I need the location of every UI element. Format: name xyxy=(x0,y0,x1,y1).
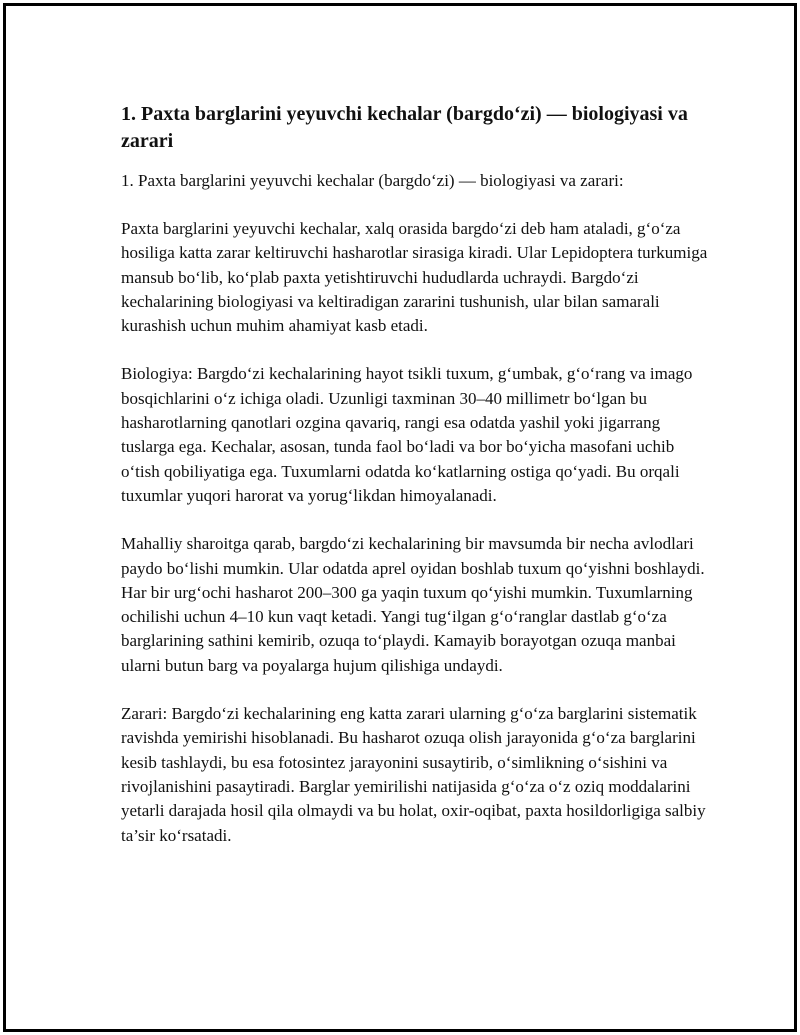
paragraph-biology: Biologiya: Bargdo‘zi kechalarining hayot tsikli tuxum, g‘umbak, g‘o‘rang va imago bosqichlarini o‘z ichiga oladi. Uzunligi taxminan 30–40 millimetr bo‘lgan bu hasharotlarning qanotlari ozgina qavariq, rangi esa odatda yashil yoki jigarrang tuslarga ega. Kechalar, asosan, tunda faol bo‘ladi va bor bo‘yicha masofani uchib o‘tish qobiliyatiga ega. Tuxumlarni odatda ko‘katlarning ostiga qo‘yadi. Bu orqali tuxumlar yuqori harorat va yorug‘likdan himoyalanadi. xyxy=(121,364,693,505)
intro-line: 1. Paxta barglarini yeyuvchi kechalar (bargdo‘zi) — biologiyasi va zarari: xyxy=(121,171,624,190)
paragraph-overview: Paxta barglarini yeyuvchi kechalar, xalq orasida bargdo‘zi deb ham ataladi, g‘o‘za hosiliga katta zarar keltiruvchi hasharotlar sirasiga kiradi. Ular Lepidoptera turkumiga mansub bo‘lib, ko‘plab paxta yetishtiruvchi hududlarda uchraydi. Bargdo‘zi kechalarining biologiyasi va keltiradigan zararini tushunish, ular bilan samarali kurashish uchun muhim ahamiyat kasb etadi. xyxy=(121,219,708,336)
paragraph-damage: Zarari: Bargdo‘zi kechalarining eng katta zarari ularning g‘o‘za barglarini sistematik ravishda yemirishi hisoblanadi. Bu hasharot ozuqa olish jarayonida g‘o‘za barglarini kesib tashlaydi, bu esa fotosintez jarayonini susaytirib, o‘simlikning o‘sishini va rivojlanishini pasaytiradi. Barglar yemirilishi natijasida g‘o‘za o‘z oziq moddalarini yetarli darajada hosil qila olmaydi va bu holat, oxir-oqibat, paxta hosildorligiga salbiy ta’sir ko‘rsatadi. xyxy=(121,704,706,845)
page-frame xyxy=(3,3,797,1032)
document-title: 1. Paxta barglarini yeyuvchi kechalar (bargdo‘zi) — biologiyasi va zarari xyxy=(121,103,688,152)
paragraph-generations: Mahalliy sharoitga qarab, bargdo‘zi kechalarining bir mavsumda bir necha avlodlari paydo bo‘lishi mumkin. Ular odatda aprel oyidan boshlab tuxum qo‘yishni boshlaydi. Har bir urg‘ochi hasharot 200–300 ga yaqin tuxum qo‘yishi mumkin. Tuxumlarning ochilishi uchun 4–10 kun vaqt ketadi. Yangi tug‘ilgan g‘o‘ranglar dastlab g‘o‘za barglarining sathini kemirib, ozuqa to‘playdi. Kamayib borayotgan ozuqa manbai ularni butun barg va poyalarga hujum qilishiga undaydi. xyxy=(121,534,705,675)
document-body xyxy=(121,101,711,872)
